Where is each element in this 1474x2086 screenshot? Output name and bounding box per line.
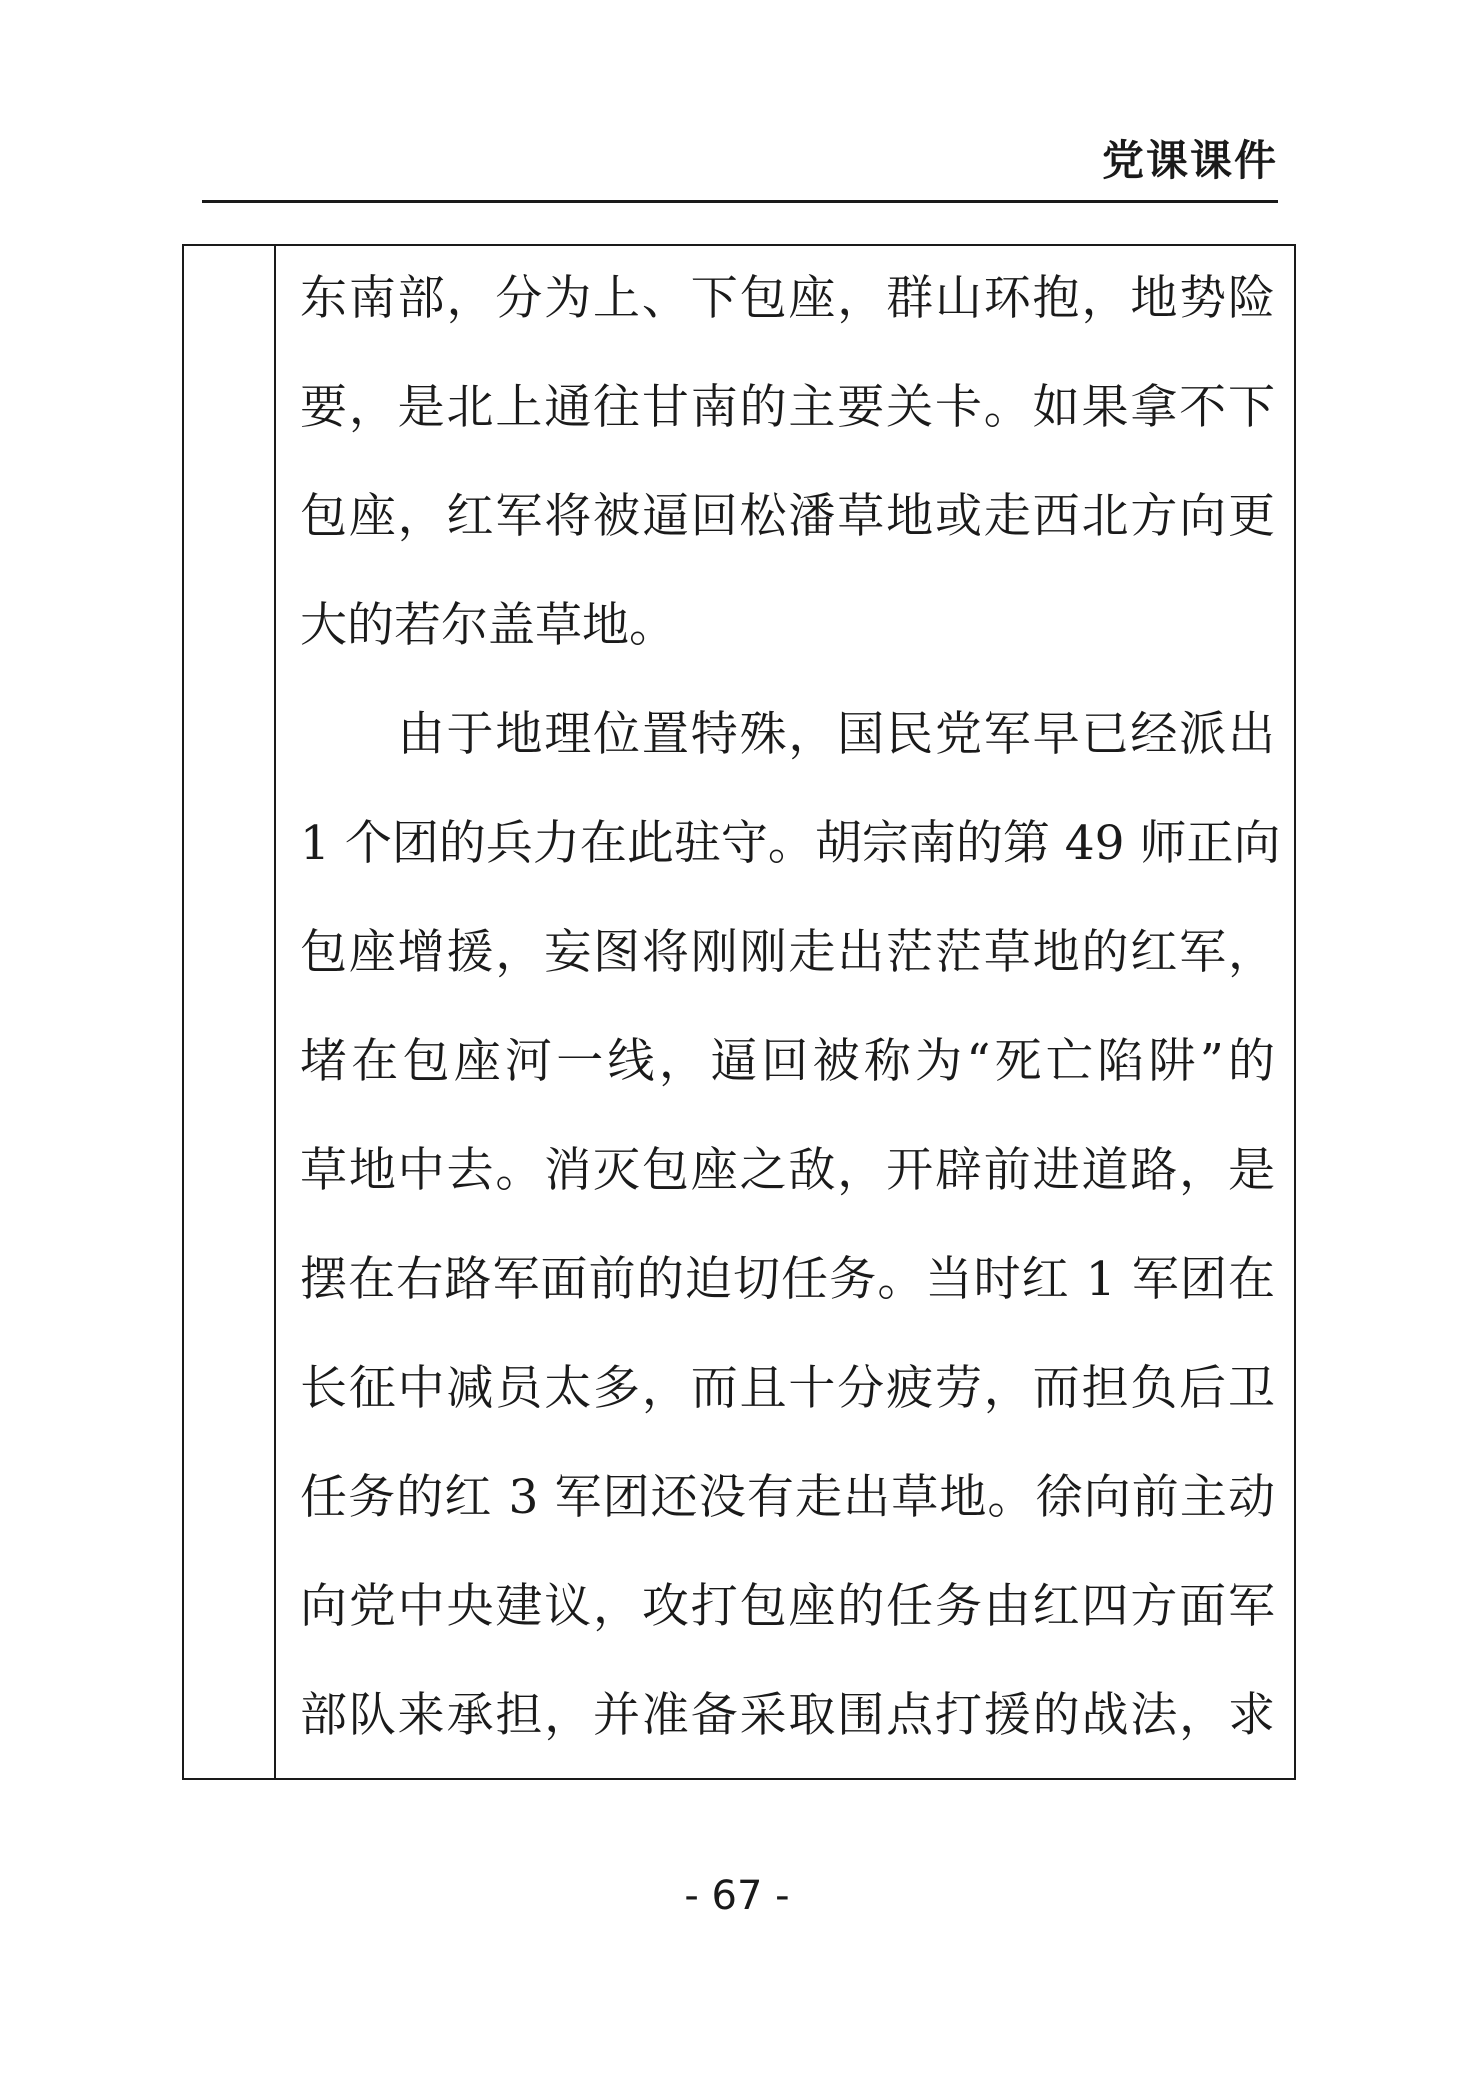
label-column-cell bbox=[184, 246, 276, 1778]
body-line: 由于地理位置特殊，国民党军早已经派出 bbox=[300, 707, 1275, 762]
body-line: 部队来承担，并准备采取围点打援的战法，求 bbox=[300, 1688, 1275, 1743]
body-line: 大的若尔盖草地。 bbox=[300, 598, 676, 653]
body-line: 摆在右路军面前的迫切任务。当时红 1 军团在 bbox=[300, 1252, 1275, 1307]
body-line: 向党中央建议，攻打包座的任务由红四方面军 bbox=[300, 1579, 1275, 1634]
body-line: 草地中去。消灭包座之敌，开辟前进道路，是 bbox=[300, 1143, 1275, 1198]
body-line: 包座增援，妄图将刚刚走出茫茫草地的红军， bbox=[300, 925, 1275, 980]
body-line: 东南部，分为上、下包座，群山环抱，地势险 bbox=[300, 271, 1275, 326]
page-number: - 67 - bbox=[684, 1873, 790, 1919]
body-line: 长征中减员太多，而且十分疲劳，而担负后卫 bbox=[300, 1361, 1275, 1416]
body-line: 堵在包座河一线，逼回被称为“死亡陷阱”的 bbox=[300, 1034, 1275, 1089]
body-line: 要，是北上通往甘南的主要关卡。如果拿不下 bbox=[300, 380, 1275, 435]
body-line: 包座，红军将被逼回松潘草地或走西北方向更 bbox=[300, 489, 1275, 544]
document-header-title: 党课课件 bbox=[1101, 136, 1278, 185]
content-table bbox=[182, 244, 1296, 1780]
body-line: 1 个团的兵力在此驻守。胡宗南的第 49 师正向 bbox=[300, 816, 1281, 871]
body-text-cell bbox=[300, 252, 1281, 1778]
body-line: 任务的红 3 军团还没有走出草地。徐向前主动 bbox=[300, 1470, 1275, 1525]
header-divider bbox=[202, 200, 1278, 203]
